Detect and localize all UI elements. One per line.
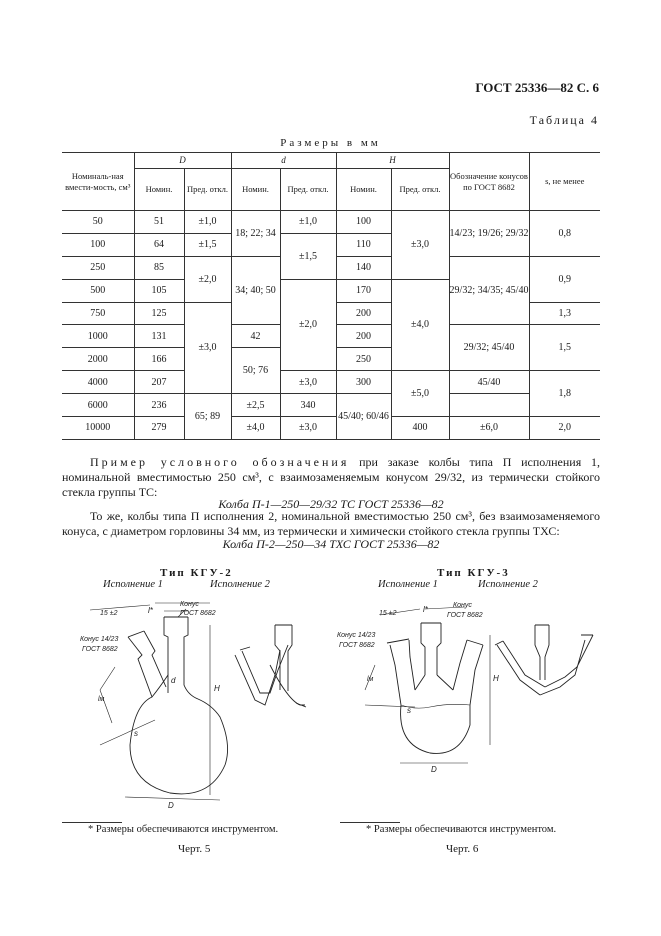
figure-right-exec2: Исполнение 2 [478,579,538,590]
figure-left-exec1: Исполнение 1 [103,579,163,590]
drawing-caption-6: Черт. 6 [446,843,479,855]
label-cone-right: Конус [180,601,199,608]
designation-2: Колба П-2—250—34 ТХС ГОСТ 25336—82 [222,537,440,551]
header-volume: Номиналь-ная вмести-мость, см³ [62,153,134,211]
cell-d-nom: 18; 22; 34 [231,211,280,257]
cell-d-dev: ±1,5 [280,233,336,279]
cell-cone: 29/32; 45/40 [449,325,529,371]
label-dim-top: 15 ±2 [100,610,118,617]
flask-kgu2-drawing [60,595,330,820]
header-d-nom: Номин. [231,169,280,211]
cell-H-nom: 400 [391,417,449,440]
header-H-nom: Номин. [336,169,391,211]
cell-D-nom: 166 [134,348,184,371]
cell-D-nom: 105 [134,279,184,302]
label-cone-left: Конус 14/23 [337,632,376,639]
label-H: H [214,684,220,693]
label-d: d [171,676,176,685]
cell-H-dev: ±5,0 [391,371,449,417]
header-D-dev: Пред. откл. [184,169,231,211]
label-gost-right: ГОСТ 8682 [447,612,483,619]
cell-d-nom: 34; 40; 50 [231,256,280,325]
cell-volume: 750 [62,302,134,325]
label-dim-top: 15 ±2 [379,610,397,617]
cell-cone: 45/40; 60/46 [336,394,391,440]
footnote-right: * Размеры обеспечиваются инструментом. [366,824,557,835]
cell-D-dev: ±1,5 [184,233,231,256]
drawing-caption-5: Черт. 5 [178,843,211,855]
table-caption: Размеры в мм [280,137,381,149]
figure-right-exec1: Исполнение 1 [378,579,438,590]
cell-H-nom: 200 [336,325,391,348]
header-D-nom: Номин. [134,169,184,211]
cell-s: 1,3 [529,302,600,325]
cell-H-nom: 100 [336,211,391,234]
cell-D-dev: ±4,0 [231,417,280,440]
label-s: s [407,706,411,715]
figure-left-title: Тип КГУ-2 [160,567,233,579]
cell-D-nom: 85 [134,256,184,279]
cell-H-nom: 250 [336,348,391,371]
cell-s: 0,9 [529,256,600,302]
cell-D-nom: 64 [134,233,184,256]
cell-D-nom: 279 [134,417,184,440]
cell-H-dev: ±4,0 [391,279,449,371]
designation-1: Колба П-1—250—29/32 ТС ГОСТ 25336—82 [218,497,444,511]
label-gost-left: ГОСТ 8682 [82,646,118,653]
footnote-rule-right [340,822,400,823]
cell-D-dev: ±2,0 [184,256,231,302]
cell-D-dev: ±1,0 [184,211,231,234]
cell-H-nom: 300 [336,371,391,394]
cell-d-nom: 42 [231,325,280,348]
dimensions-table [62,152,600,440]
cell-volume: 100 [62,233,134,256]
example-text-1: при заказе колбы типа П исполнения 1, номинальной вместимостью 250 см³, с взаимозаменяемым конусом 29/32, из термически стойкого стекла группы ТС: [62,455,600,499]
cell-H-dev: ±6,0 [449,417,529,440]
cell-s: 1,8 [529,371,600,417]
label-l: l* [423,605,428,614]
cell-s: 2,0 [529,417,600,440]
cell-d-dev: ±1,0 [280,211,336,234]
example-paragraph-1 [62,455,600,500]
cell-cone: 29/32; 34/35; 45/40 [449,256,529,325]
label-gost-right: ГОСТ 8682 [180,610,216,617]
label-D: D [431,765,437,774]
label-D: D [168,801,174,810]
figure-right-title: Тип КГУ-3 [437,567,510,579]
header-d-dev: Пред. откл. [280,169,336,211]
cell-H-nom: 340 [280,394,336,417]
header-d: d [231,153,336,169]
cell-volume: 6000 [62,394,134,417]
label-cone-right: Конус [453,602,472,609]
flask-kgu3-drawing [335,595,605,775]
label-lm: lм [367,676,374,683]
header-s: s, не менее [529,153,600,211]
cell-D-nom: 51 [134,211,184,234]
cell-s: 1,5 [529,325,600,371]
cell-cone: 14/23; 19/26; 29/32 [449,211,529,257]
cell-d-nom: 65; 89 [184,394,231,440]
cell-d-dev: ±2,0 [280,279,336,371]
cell-D-nom: 131 [134,325,184,348]
example-paragraph-2: То же, колбы типа П исполнения 2, номинальной вместимостью 250 см³, без взаимозаменяемого конуса, с диаметром горловины 34 мм, из термически и химически стойкого стекла группы ТХС: [62,509,600,538]
cell-H-nom: 110 [336,233,391,256]
cell-volume: 10000 [62,417,134,440]
label-l: l* [148,606,153,615]
header-H: H [336,153,449,169]
cell-d-dev: ±3,0 [280,417,336,440]
example-title: Пример условного обозначения [90,455,350,469]
footnote-rule-left [62,822,122,823]
cell-d-dev: ±3,0 [280,371,336,394]
cell-d-dev: ±2,5 [231,394,280,417]
header-cone: Обозначение конусов по ГОСТ 8682 [449,153,529,211]
cell-s: 0,8 [529,211,600,257]
table-label: Таблица 4 [529,113,599,127]
cell-volume: 50 [62,211,134,234]
page-header: ГОСТ 25336—82 С. 6 [475,80,599,95]
figure-left-exec2: Исполнение 2 [210,579,270,590]
label-cone-left: Конус 14/23 [80,636,119,643]
cell-D-nom: 236 [134,394,184,417]
cell-volume: 250 [62,256,134,279]
cell-H-nom: 200 [336,302,391,325]
cell-cone: 45/40 [449,371,529,394]
header-D: D [134,153,231,169]
cell-volume: 2000 [62,348,134,371]
header-H-dev: Пред. откл. [391,169,449,211]
cell-D-nom: 125 [134,302,184,325]
cell-D-nom: 207 [134,371,184,394]
cell-d-nom: 50; 76 [231,348,280,394]
cell-H-dev: ±3,0 [391,211,449,280]
footnote-left: * Размеры обеспечиваются инструментом. [88,824,279,835]
label-H: H [493,674,499,683]
label-gost-left: ГОСТ 8682 [339,642,375,649]
label-lm: lм [98,696,105,703]
cell-volume: 4000 [62,371,134,394]
cell-D-dev: ±3,0 [184,302,231,394]
cell-H-nom: 170 [336,279,391,302]
cell-volume: 1000 [62,325,134,348]
cell-volume: 500 [62,279,134,302]
label-s: s [134,729,138,738]
cell-H-nom: 140 [336,256,391,279]
